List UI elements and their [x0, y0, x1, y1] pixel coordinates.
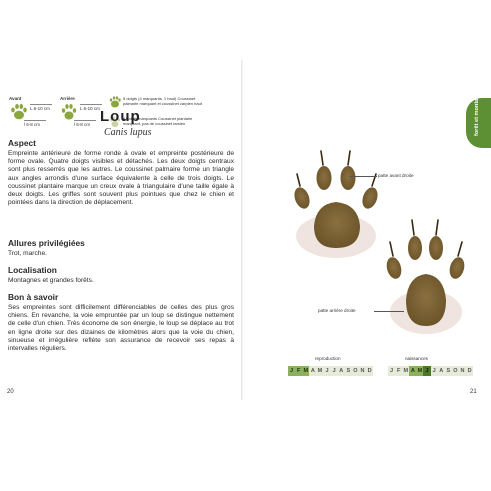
calendar-month: J — [388, 366, 395, 376]
calendar-month: D — [367, 368, 372, 374]
calendar-month: N — [460, 368, 465, 374]
calendar-month: M — [403, 368, 409, 374]
calendar-month: A — [439, 368, 444, 374]
rear-width: l 6-8 cm — [74, 120, 96, 127]
section-localisation — [8, 265, 234, 285]
section-text: Ses empreintes sont difficilement différenciables de celles des plus gros chiens. En revanche, la voie empruntée par un loup se distingue nettement de celle d'un chien. Très économe de son énergie, le loup se déplace au trot en ligne droite sur des dizaines de kilomètres alors que la voie du chien, sinueuse et irrégulière reflète son assurance de recevoir ses repas à intervalles réguliers. — [8, 304, 234, 353]
callout-line-rear — [374, 311, 404, 312]
calendar-month: F — [296, 368, 301, 374]
calendar-month: M — [317, 368, 323, 374]
rear-length: L 6-10 cm — [80, 104, 102, 111]
rear-paw-illustration — [380, 212, 472, 336]
front-paw-icon — [9, 102, 29, 122]
calendar-month: N — [360, 368, 365, 374]
page-number-right: 21 — [470, 389, 477, 395]
rear-label: Arrière — [60, 96, 75, 101]
section-bon-a-savoir — [8, 292, 234, 353]
section-heading: Bon à savoir — [8, 292, 59, 302]
section-heading: Allures privilégiées — [8, 238, 85, 248]
front-label: Avant — [9, 96, 22, 101]
front-length: L 6-10 cm — [30, 104, 52, 111]
calendar-naissances — [388, 366, 473, 376]
calendar-month: J — [331, 366, 338, 376]
calendar-month: A — [410, 368, 415, 374]
calendar-month: F — [396, 368, 401, 374]
rear-paw-icon — [59, 102, 79, 122]
calendar-label-reproduction: reproduction — [315, 356, 341, 361]
calendar-label-naissances: naissances — [405, 356, 428, 361]
calendar-reproduction — [288, 366, 373, 376]
callout-rear: patte arrière droite — [318, 308, 356, 313]
calendar-month: D — [467, 368, 472, 374]
section-heading: Localisation — [8, 265, 57, 275]
page-title: Loup — [100, 108, 141, 125]
book-spine — [241, 60, 243, 400]
calendar-month: M — [417, 368, 423, 374]
section-text: Montagnes et grandes forêts. — [8, 277, 94, 284]
front-width: l 6-8 cm — [24, 120, 46, 127]
calendar-month: J — [423, 366, 430, 376]
calendar-month: O — [453, 368, 458, 374]
calendar-month: S — [346, 368, 351, 374]
calendar-month: J — [431, 366, 438, 376]
calendar-month: A — [310, 368, 315, 374]
calendar-month: M — [303, 368, 309, 374]
calendar-month: J — [323, 366, 330, 376]
calendar-month: J — [288, 366, 295, 376]
calendar-month: A — [339, 368, 344, 374]
section-text: Trot, marche. — [8, 250, 47, 257]
front-paw-illustration — [288, 148, 384, 264]
section-text: Empreinte antérieure de forme ronde à ovale et empreinte postérieure de forme ovale. Quatre doigts visibles et détachés. Les deux doigts centraux sont plus resserrés que les autres. Le coussinet palmaire forme un triangle aux angles arrondis d'une surface équivalente à celle de trois doigts. Le coussinet plantaire marque un creux ovale à triangulaire d'une taille égale à deux doigts. Les griffes sont souvent plus pointues que chez le chien et pointées dans la direction de déplacement. — [8, 150, 234, 207]
calendar-month: O — [353, 368, 358, 374]
latin-name: Canis lupus — [104, 127, 152, 138]
page-number-left: 20 — [7, 389, 14, 395]
callout-front: patte avant droite — [378, 173, 414, 178]
section-aspect — [8, 138, 234, 207]
rear-digits-note: 4 doigts marquants Coussinet plantaire marquant, pas de coussinet tarsien — [123, 116, 193, 126]
section-allures — [8, 238, 234, 258]
front-digits-note: 5 doigts (4 marquants, 1 haut) Coussinet palmaire marquant et coussinet carpien haut — [123, 96, 202, 106]
callout-line-front — [349, 176, 377, 177]
habitat-tab-label: forêt et montagne — [474, 88, 480, 136]
section-heading: Aspect — [8, 138, 36, 148]
calendar-month: S — [446, 368, 451, 374]
